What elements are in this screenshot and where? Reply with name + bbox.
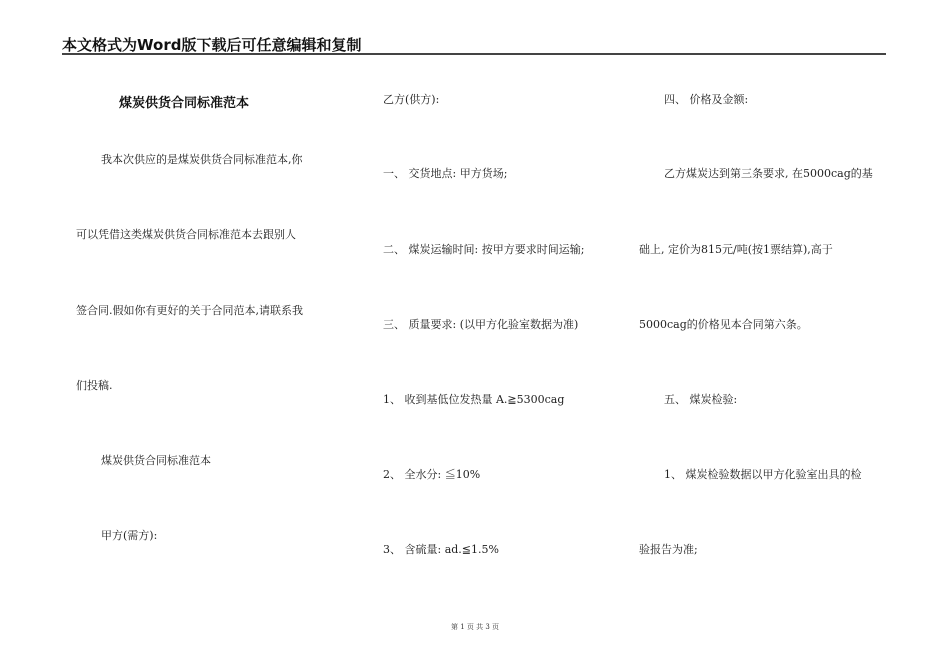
middle-line-4: 三、 质量要求: (以甲方化验室数据为准) — [383, 318, 579, 331]
left-line-4: 们投稿. — [76, 379, 113, 392]
left-line-1: 我本次供应的是煤炭供货合同标准范本,你 — [101, 153, 303, 166]
right-line-3: 础上, 定价为815元/吨(按1票结算),高于 — [639, 243, 833, 256]
right-line-5: 五、 煤炭检验: — [664, 393, 738, 406]
left-line-6: 甲方(需方): — [101, 529, 158, 542]
left-line-2: 可以凭借这类煤炭供货合同标准范本去跟别人 — [76, 228, 296, 241]
page-number: 第 1 页 共 3 页 — [450, 623, 500, 631]
banner-divider — [62, 53, 886, 55]
right-line-1: 四、 价格及金额: — [664, 93, 749, 106]
left-line-5: 煤炭供货合同标准范本 — [101, 454, 211, 467]
right-line-7: 验报告为准; — [639, 543, 698, 556]
left-line-3: 签合同.假如你有更好的关于合同范本,请联系我 — [76, 304, 303, 317]
middle-line-1: 乙方(供方): — [383, 93, 440, 106]
download-banner: 本文格式为Word版下载后可任意编辑和复制 — [62, 36, 362, 54]
middle-line-3: 二、 煤炭运输时间: 按甲方要求时间运输; — [383, 243, 585, 256]
right-line-4: 5000cag的价格见本合同第六条。 — [639, 318, 808, 331]
right-line-6: 1、 煤炭检验数据以甲方化验室出具的检 — [664, 468, 862, 481]
right-line-2: 乙方煤炭达到第三条要求, 在5000cag的基 — [664, 167, 873, 180]
middle-line-7: 3、 含硫量: ad.≦1.5% — [383, 543, 499, 556]
middle-line-6: 2、 全水分: ≦10% — [383, 468, 481, 481]
document-title: 煤炭供货合同标准范本 — [119, 96, 250, 111]
middle-line-2: 一、 交货地点: 甲方货场; — [383, 167, 508, 180]
middle-line-5: 1、 收到基低位发热量 A.≧5300cag — [383, 393, 565, 406]
